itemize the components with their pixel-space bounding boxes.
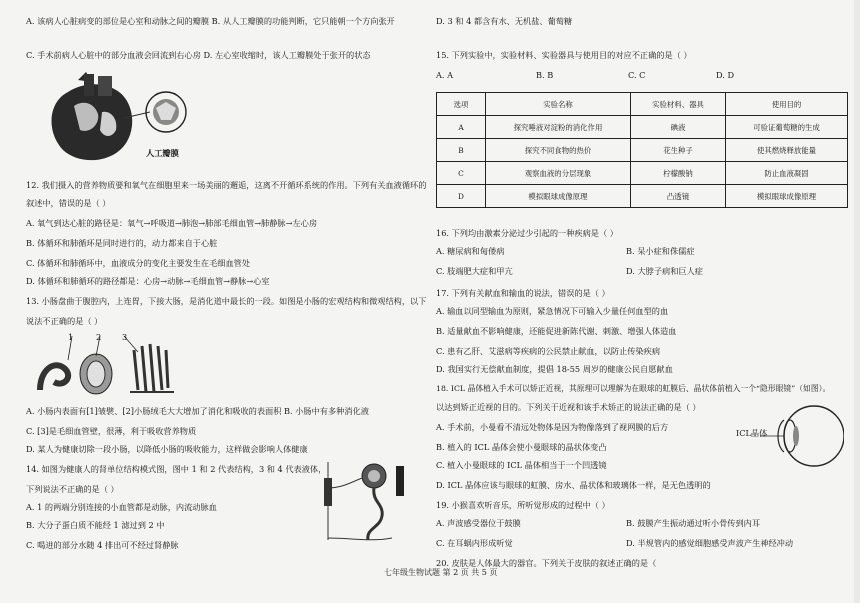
q15-options: [436, 70, 734, 80]
q16-option-c: C. 肢端肥大症和甲亢: [436, 266, 513, 276]
q18-option-b: B. 植入的 ICL 晶体会使小曼眼球的晶状体变凸: [436, 442, 607, 452]
table-cell: 碘液: [631, 116, 726, 139]
q15-stem: 15. 下列实验中，实验材料、实验器具与使用目的对应不正确的是（ ）: [436, 50, 692, 60]
table-cell: D: [437, 185, 486, 208]
q15-option-b: B. B: [536, 70, 554, 80]
table-row: [437, 185, 848, 208]
table-cell: 模拟眼球成像原理: [486, 185, 631, 208]
q14-option-c: C. 喝进的部分水随 4 排出可不经过肾静脉: [26, 540, 179, 550]
eye-figure: [756, 398, 844, 472]
q14-option-a: A. 1 的两端分别连接的小血管都是动脉，内流动脉血: [26, 502, 217, 512]
table-header: 实验材料、器具: [631, 93, 726, 116]
table-cell: 凸透镜: [631, 185, 726, 208]
q17-stem: 17. 下列有关献血和输血的说法，错误的是（ ）: [436, 288, 610, 298]
q15-option-d: D. D: [716, 70, 735, 80]
q19-option-a: A. 声波感受器位于鼓膜: [436, 518, 521, 528]
table-cell: 观察血液的分层现象: [486, 162, 631, 185]
q18-option-c: C. 植入小曼眼球的 ICL 晶体相当于一个凹透镜: [436, 460, 607, 470]
q14-stem-2: 下列说法不正确的是（ ）: [26, 484, 119, 494]
q17-option-d: D. 我国实行无偿献血制度，提倡 18-55 周岁的健康公民自愿献血: [436, 364, 673, 374]
q17-option-a: A. 输血以同型输血为原则，紧急情况下可输入少量任何血型的血: [436, 306, 669, 316]
q16-option-a: A. 糖尿病和甸偻病: [436, 246, 505, 256]
q13-stem-2: 说法不正确的是（ ）: [26, 316, 103, 326]
table-cell: C: [437, 162, 486, 185]
q18-option-a: A. 手术前，小曼看不清远处物体是因为物像落到了视网膜的后方: [436, 422, 669, 432]
table-cell: A: [437, 116, 486, 139]
q12-option-b: B. 体循环和肺循环是同时进行的，动力都来自于心脏: [26, 238, 218, 248]
table-header: 使用目的: [726, 93, 848, 116]
q17-option-b: B. 适量献血不影响健康，还能促进新陈代谢、刺激、增强人体造血: [436, 326, 677, 336]
q16-stem: 16. 下列均由激素分泌过少引起的一种疾病是（ ）: [436, 228, 618, 238]
q19-options-ab: [436, 518, 760, 528]
q15-option-a: A. A: [436, 70, 454, 80]
table-row: [437, 139, 848, 162]
q16-options-cd: [436, 266, 703, 276]
table-header: 实验名称: [486, 93, 631, 116]
q18-stem: 18. ICL 晶体植入手术可以矫正近视，其原理可以理解为在眼球的虹膜后、晶状体前植入一个“隐形眼镜”（如图）。: [436, 384, 831, 393]
nephron-figure: [322, 458, 422, 548]
page-footer: 七年级生物试题 第 2 页 共 5 页: [384, 568, 498, 577]
table-cell: 可验证葡萄糖的生成: [726, 116, 848, 139]
table-cell: 花生种子: [631, 139, 726, 162]
intestine-figure: [34, 330, 184, 400]
q19-options-cd: [436, 538, 793, 548]
table-header: 选项: [437, 93, 486, 116]
experiment-table: [436, 92, 848, 208]
q12-stem: 12. 我们摄入的营养物质要和氧气在细胞里来一场美丽的邂逅，这离不开循环系统的作用。下列有关血液循环的: [26, 180, 427, 190]
table-header-row: [437, 93, 848, 116]
q15-option-c: C. C: [628, 70, 646, 80]
table-cell: 探究唾液对淀粉的消化作用: [486, 116, 631, 139]
q11-option-cd: C. 手术前病人心脏中的部分血液会回流到右心房 D. 左心室收缩时，该人工瓣膜处于张开的状态: [26, 50, 371, 60]
table-cell: 探究不同食物的热价: [486, 139, 631, 162]
q12-option-d: D. 体循环和肺循环的路径都是：心房→动脉→毛细血管→静脉→心室: [26, 276, 270, 286]
q17-option-c: C. 患有乙肝、艾滋病等疾病的公民禁止献血，以防止传染疾病: [436, 346, 661, 356]
q14-option-b: B. 大分子蛋白质不能经 1 滤过到 2 中: [26, 520, 165, 530]
q19-stem: 19. 小猴喜欢听音乐，所听觉形成的过程中（ ）: [436, 500, 610, 510]
intestine-label-2: 2: [96, 332, 102, 342]
q19-option-d: D. 半规管内的感觉细胞感受声波产生神经冲动: [626, 538, 794, 548]
table-cell: 防止血液凝固: [726, 162, 848, 185]
q19-option-b: B. 鼓膜产生振动通过听小骨传到内耳: [626, 518, 761, 528]
table-cell: B: [437, 139, 486, 162]
q13-stem: 13. 小肠盘曲于腹腔内，上连胃，下接大肠，是消化道中最长的一段。如图是小肠的宏观结构和微观结构，以下: [26, 296, 427, 306]
table-cell: 模拟眼球成像原理: [726, 185, 848, 208]
icl-lens-label: ICL晶体: [736, 428, 768, 438]
intestine-label-3: 3: [122, 332, 128, 342]
q12-option-a: A. 氧气到达心脏的路径是：氧气→呼吸道→肺泡→肺部毛细血管→肺静脉→左心房: [26, 218, 318, 228]
q18-option-d: D. ICL 晶体应该与眼球的虹膜、房水、晶状体和玻璃体一样，是无色透明的: [436, 480, 711, 490]
q20-stem: 20. 皮肤是人体最大的器官。下列关于皮肤的叙述正确的是（: [436, 558, 657, 568]
artificial-valve-label: 人工瓣膜: [146, 148, 179, 158]
q16-options-ab: [436, 246, 695, 256]
intestine-label-1: 1: [68, 332, 74, 342]
q19-option-c: C. 在耳蜗内形成听觉: [436, 538, 513, 548]
q16-option-d: D. 大脖子病和巨人症: [626, 266, 703, 276]
q12-stem-2: 叙述中，错误的是（ ）: [26, 198, 111, 208]
q18-stem-2: 以达到矫正近视的目的。下列关于近视和该手术矫正的说法正确的是（ ）: [436, 402, 701, 412]
q11-option-ab: A. 该病人心脏病变的部位是心室和动脉之间的瓣膜 B. 从人工瓣膜的功能判断，它只能朝一个方向张开: [26, 16, 395, 26]
table-row: [437, 116, 848, 139]
table-row: [437, 162, 848, 185]
scan-edge: [854, 0, 860, 603]
q16-option-b: B. 呆小症和侏儒症: [626, 246, 695, 256]
q14-stem: 14. 如图为健康人的肾单位结构模式图，图中 1 和 2 代表结构，3 和 4 代表液体，: [26, 464, 327, 474]
q13-option-d: D. 某人为健康切除一段小肠，以降低小肠的吸收能力，这样做会影响人体健康: [26, 444, 308, 454]
table-cell: 柠檬酸钠: [631, 162, 726, 185]
q13-option-ab: A. 小肠内表面有[1]皱襞、[2]小肠绒毛大大增加了消化和吸收的表面积 B. 小肠中有多种消化液: [26, 406, 369, 416]
heart-figure: [38, 72, 228, 172]
table-cell: 使其燃烧释放能量: [726, 139, 848, 162]
q12-option-c: C. 体循环和肺循环中，血液成分的变化主要发生在毛细血管处: [26, 258, 251, 268]
q14-option-d: D. 3 和 4 都含有水、无机盐、葡萄糖: [436, 16, 573, 26]
q13-option-c: C. [3]是毛细血管壁，很薄，利于吸收营养物质: [26, 426, 197, 436]
